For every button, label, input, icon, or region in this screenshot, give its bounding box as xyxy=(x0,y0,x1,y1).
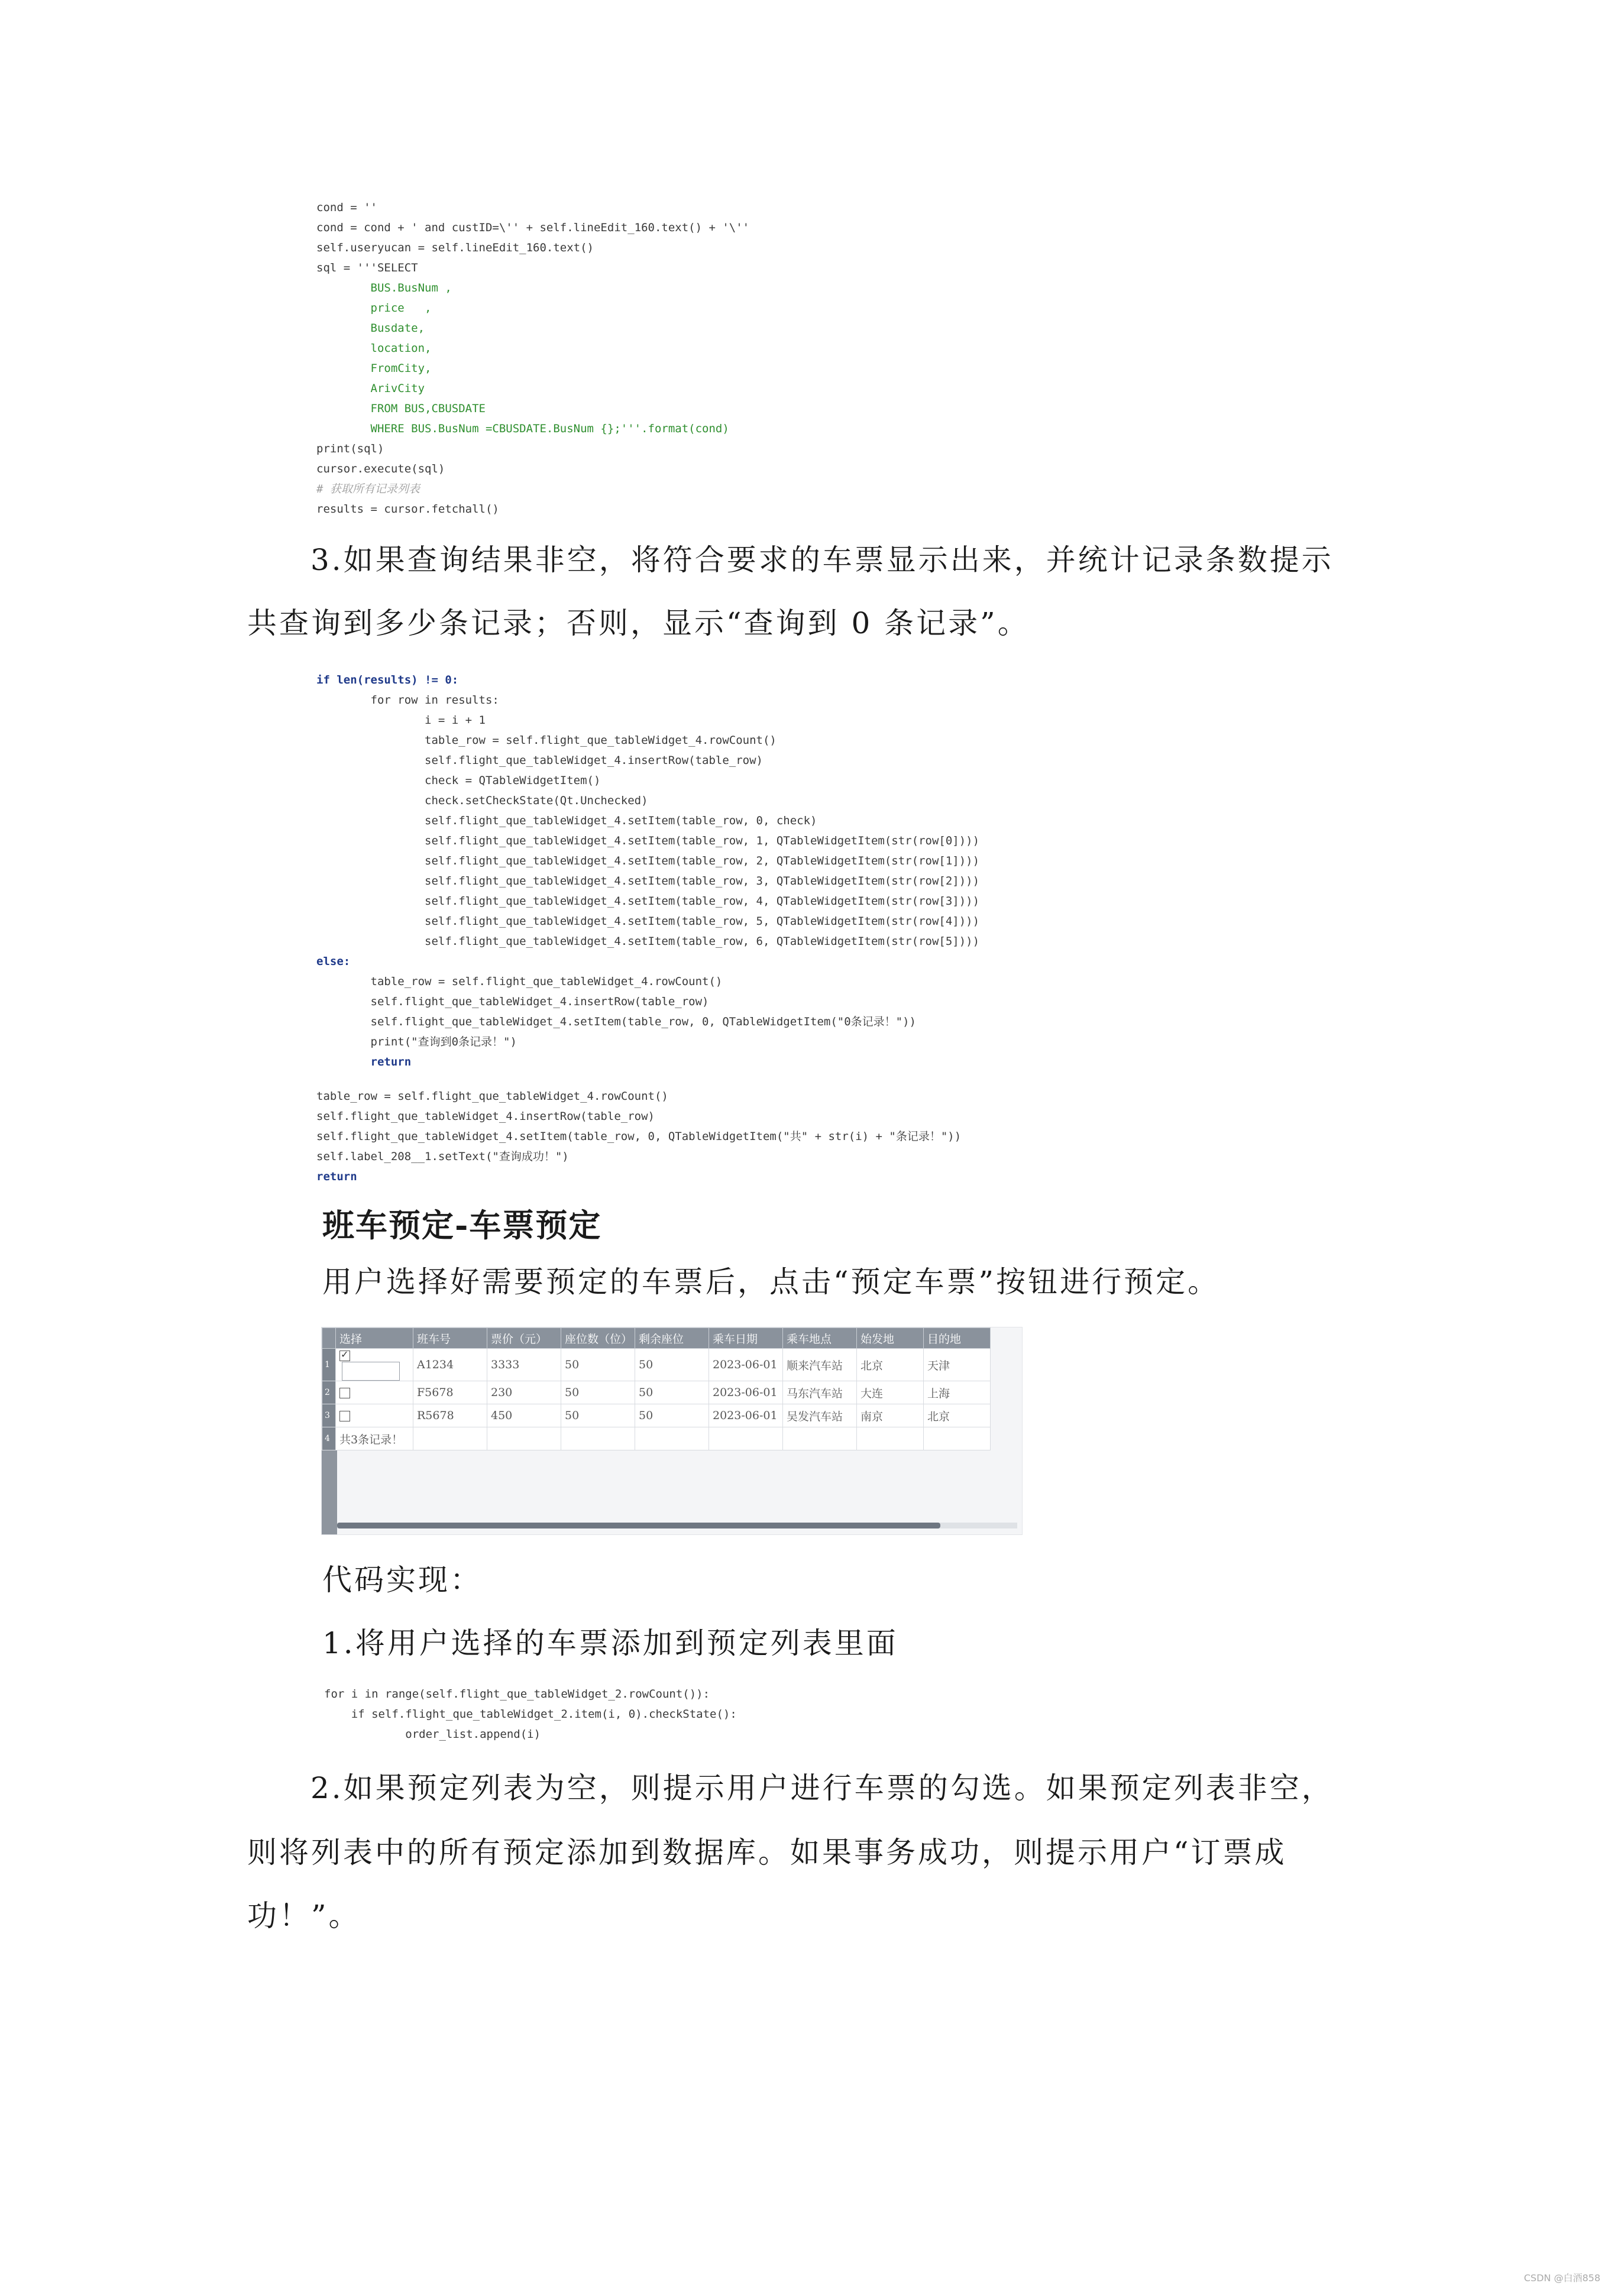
code-line: self.flight_que_tableWidget_4.setItem(table_row, 6, QTableWidgetItem(str(row[5]))) xyxy=(316,935,980,948)
paragraph-2-line3: 功！”。 xyxy=(247,1899,361,1933)
table-cell[interactable]: 50 xyxy=(561,1404,635,1427)
table-cell[interactable]: 北京 xyxy=(924,1404,991,1427)
code-line: cond = cond + ' and custID=\'' + self.lineEdit_160.text() + '\'' xyxy=(316,221,750,234)
table-cell[interactable]: 2023-06-01 xyxy=(709,1381,783,1404)
select-cell[interactable] xyxy=(336,1381,413,1404)
code-line: table_row = self.flight_que_tableWidget_4.rowCount() xyxy=(316,734,777,747)
table-cell[interactable] xyxy=(635,1427,709,1450)
code-line: BUS.BusNum , xyxy=(316,281,452,294)
column-header[interactable]: 座位数（位） xyxy=(561,1328,635,1349)
checkbox-unchecked[interactable] xyxy=(339,1411,350,1421)
code-line: results = cursor.fetchall() xyxy=(316,503,499,516)
table-cell[interactable]: 南京 xyxy=(857,1404,924,1427)
code-line: cond = '' xyxy=(316,201,377,214)
table-cell[interactable]: 天津 xyxy=(924,1349,991,1381)
checkbox-unchecked[interactable] xyxy=(339,1388,350,1398)
cell-editor[interactable] xyxy=(342,1362,400,1381)
row-number: 1 xyxy=(322,1349,336,1381)
corner-header xyxy=(322,1328,336,1349)
column-header[interactable]: 票价（元） xyxy=(487,1328,561,1349)
code-line: table_row = self.flight_que_tableWidget_4.rowCount() xyxy=(316,975,723,988)
table-cell[interactable]: 大连 xyxy=(857,1381,924,1404)
table-cell[interactable]: 2023-06-01 xyxy=(709,1349,783,1381)
column-header[interactable]: 班车号 xyxy=(413,1328,487,1349)
step-1-text: 1.将用户选择的车票添加到预定列表里面 xyxy=(322,1626,898,1660)
code-line: print(sql) xyxy=(316,442,384,455)
ticket-table xyxy=(322,1327,991,1450)
code-line: return xyxy=(316,1170,357,1183)
code-line: return xyxy=(316,1055,412,1068)
table-cell[interactable] xyxy=(413,1427,487,1450)
checkbox-checked[interactable] xyxy=(339,1351,350,1361)
table-row[interactable] xyxy=(322,1349,991,1381)
table-cell[interactable]: 上海 xyxy=(924,1381,991,1404)
code-line: for i in range(self.flight_que_tableWidget_2.rowCount()): xyxy=(324,1688,710,1701)
table-header-row xyxy=(322,1328,991,1349)
table-cell[interactable]: 450 xyxy=(487,1404,561,1427)
code-line: FromCity, xyxy=(316,362,432,375)
code-line: self.flight_que_tableWidget_4.setItem(table_row, 3, QTableWidgetItem(str(row[2]))) xyxy=(316,875,980,888)
code-line: else: xyxy=(316,955,351,968)
code-line: self.flight_que_tableWidget_4.setItem(table_row, 0, check) xyxy=(316,814,817,827)
paragraph-3-line2: 共查询到多少条记录；否则，显示“查询到 0 条记录”。 xyxy=(247,606,1030,640)
code-block-3 xyxy=(324,1684,856,1749)
table-cell[interactable]: 230 xyxy=(487,1381,561,1404)
row-number: 2 xyxy=(322,1381,336,1404)
code-line: WHERE BUS.BusNum =CBUSDATE.BusNum {};'''.format(cond) xyxy=(316,422,729,435)
table-cell[interactable]: 马东汽车站 xyxy=(783,1381,857,1404)
code-line: table_row = self.flight_que_tableWidget_4.rowCount() xyxy=(316,1090,668,1103)
code-line: print("查询到0条记录！") xyxy=(316,1035,517,1048)
code-block-1 xyxy=(316,197,1026,523)
code-line: self.label_208__1.setText("查询成功！") xyxy=(316,1150,569,1163)
table-row-summary[interactable] xyxy=(322,1427,991,1450)
table-cell[interactable]: 50 xyxy=(635,1349,709,1381)
code-line: order_list.append(i) xyxy=(324,1728,541,1741)
code-line: check.setCheckState(Qt.Unchecked) xyxy=(316,794,648,807)
code-line: self.useryucan = self.lineEdit_160.text() xyxy=(316,241,594,254)
intro-text: 用户选择好需要预定的车票后，点击“预定车票”按钮进行预定。 xyxy=(322,1265,1220,1299)
row-number: 3 xyxy=(322,1404,336,1427)
column-header[interactable]: 目的地 xyxy=(924,1328,991,1349)
table-row[interactable] xyxy=(322,1381,991,1404)
table-cell[interactable] xyxy=(709,1427,783,1450)
table-cell[interactable]: 2023-06-01 xyxy=(709,1404,783,1427)
table-cell[interactable]: 50 xyxy=(635,1381,709,1404)
code-line: check = QTableWidgetItem() xyxy=(316,774,601,787)
paragraph-2-line1: 2.如果预定列表为空，则提示用户进行车票的勾选。如果预定列表非空， xyxy=(310,1771,1334,1805)
code-line: if self.flight_que_tableWidget_2.item(i, 0).checkState(): xyxy=(324,1708,737,1721)
table-cell[interactable] xyxy=(924,1427,991,1450)
column-header[interactable]: 选择 xyxy=(336,1328,413,1349)
paragraph-2-line2: 则将列表中的所有预定添加到数据库。如果事务成功，则提示用户“订票成 xyxy=(247,1835,1287,1870)
table-cell[interactable] xyxy=(857,1427,924,1450)
table-cell[interactable]: A1234 xyxy=(413,1349,487,1381)
scrollbar-thumb[interactable] xyxy=(337,1523,940,1528)
table-cell[interactable] xyxy=(561,1427,635,1450)
paragraph-3-line1: 3.如果查询结果非空，将符合要求的车票显示出来，并统计记录条数提示 xyxy=(310,543,1334,577)
select-cell[interactable] xyxy=(336,1404,413,1427)
code-line: self.flight_que_tableWidget_4.insertRow(table_row) xyxy=(316,995,709,1008)
code-line: i = i + 1 xyxy=(316,714,486,727)
code-line: self.flight_que_tableWidget_4.setItem(table_row, 0, QTableWidgetItem("共" + str(i) + "条记录！")) xyxy=(316,1130,962,1143)
select-cell[interactable] xyxy=(336,1349,413,1381)
ticket-table-screenshot xyxy=(321,1327,1023,1535)
code-line: self.flight_que_tableWidget_4.setItem(table_row, 4, QTableWidgetItem(str(row[3]))) xyxy=(316,895,980,908)
summary-cell[interactable]: 共3条记录！ xyxy=(336,1427,413,1450)
table-cell[interactable]: 50 xyxy=(635,1404,709,1427)
table-cell[interactable]: 北京 xyxy=(857,1349,924,1381)
code-line: self.flight_que_tableWidget_4.insertRow(table_row) xyxy=(316,754,763,767)
code-impl-label: 代码实现： xyxy=(322,1563,482,1597)
column-header[interactable]: 乘车地点 xyxy=(783,1328,857,1349)
table-cell[interactable]: 3333 xyxy=(487,1349,561,1381)
code-line: self.flight_que_tableWidget_4.setItem(table_row, 1, QTableWidgetItem(str(row[0]))) xyxy=(316,834,980,847)
table-row[interactable] xyxy=(322,1404,991,1427)
code-line: self.flight_que_tableWidget_4.setItem(table_row, 2, QTableWidgetItem(str(row[1]))) xyxy=(316,854,980,867)
table-cell[interactable] xyxy=(783,1427,857,1450)
column-header[interactable]: 始发地 xyxy=(857,1328,924,1349)
table-cell[interactable]: 50 xyxy=(561,1349,635,1381)
horizontal-scrollbar[interactable] xyxy=(337,1523,1017,1528)
code-line: FROM BUS,CBUSDATE xyxy=(316,402,486,415)
section-heading: 班车预定-车票预定 xyxy=(322,1206,602,1244)
code-line: Busdate, xyxy=(316,322,425,335)
code-line: location, xyxy=(316,342,432,355)
row-number: 4 xyxy=(322,1427,336,1450)
code-line: ArivCity xyxy=(316,382,425,395)
table-cell[interactable]: F5678 xyxy=(413,1381,487,1404)
watermark: CSDN @白酒858 xyxy=(1523,2272,1600,2284)
code-line: self.flight_que_tableWidget_4.setItem(table_row, 5, QTableWidgetItem(str(row[4]))) xyxy=(316,915,980,928)
column-header[interactable]: 剩余座位 xyxy=(635,1328,709,1349)
code-comment: # 获取所有记录列表 xyxy=(316,482,420,496)
code-line: self.flight_que_tableWidget_4.insertRow(table_row) xyxy=(316,1110,655,1123)
code-line: for row in results: xyxy=(316,694,499,707)
code-line: if len(results) != 0: xyxy=(316,673,459,686)
table-cell[interactable]: 50 xyxy=(561,1381,635,1404)
code-line: self.flight_que_tableWidget_4.setItem(table_row, 0, QTableWidgetItem("0条记录！")) xyxy=(316,1015,916,1028)
code-line: price , xyxy=(316,302,432,315)
code-line: cursor.execute(sql) xyxy=(316,462,445,475)
table-cell[interactable]: 吴发汽车站 xyxy=(783,1404,857,1427)
code-line: sql = '''SELECT xyxy=(316,261,418,274)
table-cell[interactable]: R5678 xyxy=(413,1404,487,1427)
table-cell[interactable]: 顺来汽车站 xyxy=(783,1349,857,1381)
table-cell[interactable] xyxy=(487,1427,561,1450)
column-header[interactable]: 乘车日期 xyxy=(709,1328,783,1349)
code-block-2 xyxy=(316,670,1085,1183)
